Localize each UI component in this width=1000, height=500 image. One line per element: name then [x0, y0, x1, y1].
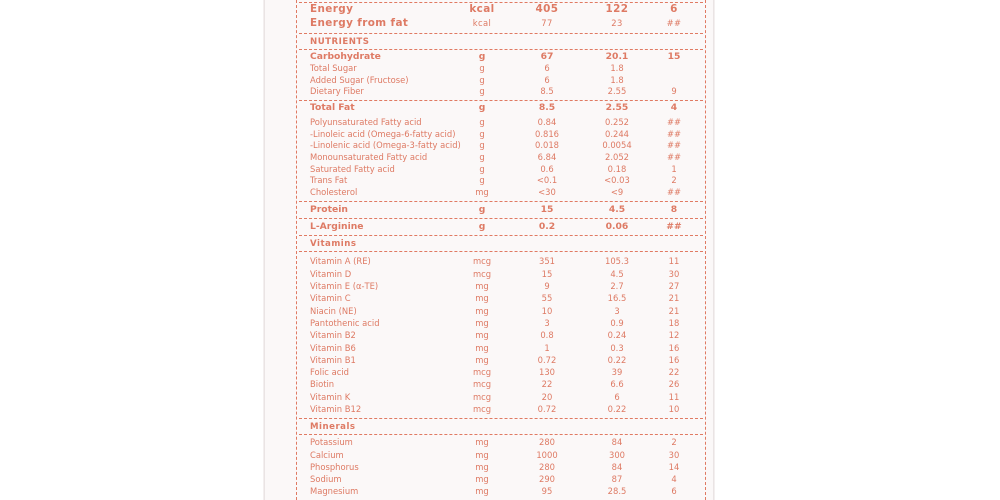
table-row: Polyunsaturated Fatty acid g 0.84 0.252 ##	[310, 116, 682, 127]
table-row: Pantothenic acid mg 3 0.9 18	[310, 318, 680, 328]
table-row: Vitamin E (α-TE) mg 9 2.7 27	[310, 281, 680, 291]
table-row: Vitamin B12 mcg 0.72 0.22 10	[310, 403, 680, 414]
section-vitamins: Vitamins	[310, 239, 357, 249]
section-minerals: Minerals	[310, 422, 356, 432]
separator	[299, 251, 703, 252]
table-row: L-Arginine g 0.2 0.06 ##	[310, 221, 682, 232]
table-row: Saturated Fatty acid g 0.6 0.18 1	[310, 163, 677, 174]
table-row: Vitamin B2 mg 0.8 0.24 12	[310, 330, 680, 340]
separator	[299, 418, 703, 419]
table-row: Calcium mg 1000 300 30	[310, 449, 680, 460]
table-row: Folic acid mcg 130 39 22	[310, 367, 680, 377]
table-row: Energy kcal 405 122 6	[310, 3, 678, 15]
table-row: Carbohydrate g 67 20.1 15	[310, 51, 681, 62]
table-row: Magnesium mg 95 28.5 6	[310, 486, 677, 496]
table-row: Vitamin B6 mg 1 0.3 16	[310, 342, 680, 353]
table-row: Monounsaturated Fatty acid g 6.84 2.052 ##	[310, 152, 682, 162]
separator	[299, 235, 703, 236]
table-row: Phosphorus mg 280 84 14	[310, 461, 680, 472]
table-row: Cholesterol mg <30 <9 ##	[310, 187, 682, 197]
table-row: Vitamin A (RE) mcg 351 105.3 11	[310, 256, 680, 266]
table-row: Total Fat g 8.5 2.55 4	[310, 102, 678, 113]
nutrition-facts-panel	[296, 0, 706, 500]
separator	[299, 201, 703, 202]
table-row: Protein g 15 4.5 8	[310, 204, 678, 215]
table-row: Total Sugar g 6 1.8	[310, 63, 624, 73]
section-nutrients: NUTRIENTS	[310, 37, 370, 47]
table-row: Vitamin C mg 55 16.5 21	[310, 293, 680, 303]
table-row: Vitamin B1 mg 0.72 0.22 16	[310, 354, 680, 365]
table-row: Dietary Fiber g 8.5 2.55 9	[310, 86, 677, 96]
separator	[299, 100, 703, 101]
separator	[299, 33, 703, 34]
table-row: Vitamin D mcg 15 4.5 30	[310, 268, 680, 279]
table-row: -Linoleic acid (Omega-6-fatty acid) g 0.816 0.244 ##	[310, 128, 682, 139]
separator	[299, 49, 703, 50]
table-row: Vitamin K mcg 20 6 11	[310, 391, 680, 402]
table-row: Energy from fat kcal 77 23 ##	[310, 17, 682, 29]
separator	[299, 434, 703, 435]
table-row: Added Sugar (Fructose) g 6 1.8	[310, 74, 624, 85]
table-row: -Linolenic acid (Omega-3-fatty acid) g 0.018 0.0054 ##	[310, 140, 682, 150]
table-row: Niacin (NE) mg 10 3 21	[310, 305, 680, 316]
table-row: Potassium mg 280 84 2	[310, 437, 677, 447]
table-row: Trans Fat g <0.1 <0.03 2	[310, 175, 677, 185]
table-row: Sodium mg 290 87 4	[310, 473, 677, 484]
separator	[299, 218, 703, 219]
table-row: Biotin mcg 22 6.6 26	[310, 379, 680, 389]
